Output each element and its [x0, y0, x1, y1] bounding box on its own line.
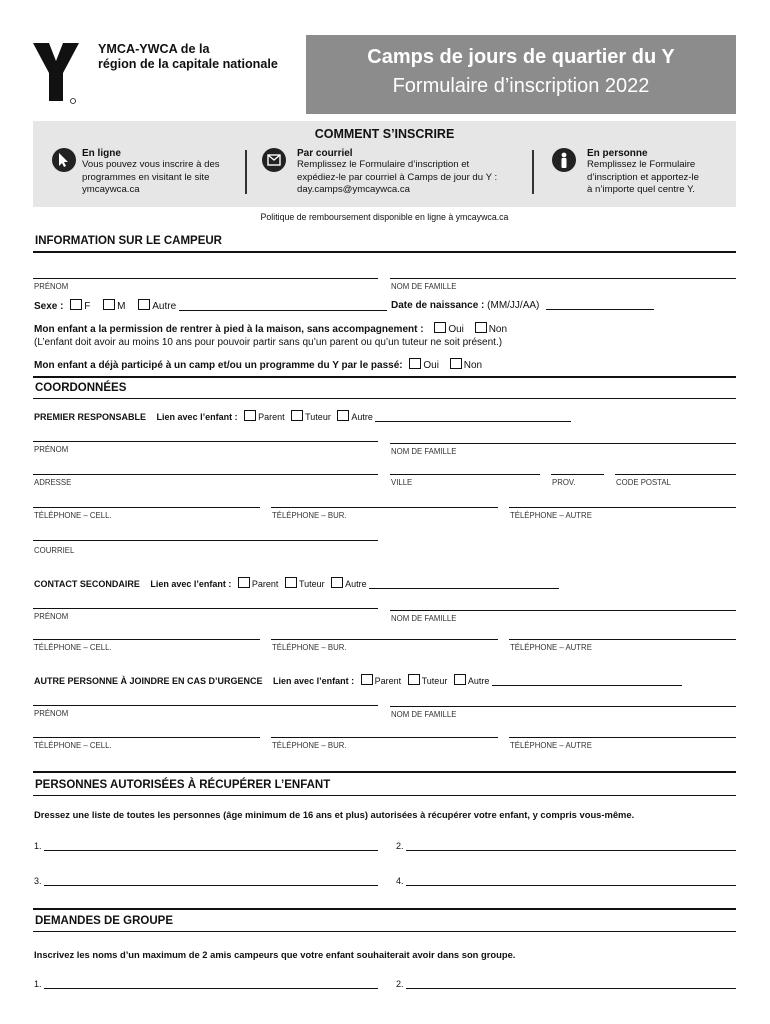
- past-participation-row: [34, 358, 482, 371]
- walk-home-question: Mon enfant a la permission de rentrer à pied à la maison, sans accompagnement :: [34, 324, 424, 335]
- section-rule: [33, 931, 736, 932]
- primary-cell-label: TÉLÉPHONE – CELL.: [34, 511, 112, 520]
- camper-last-name-field[interactable]: [390, 278, 736, 279]
- pickup-number-4: 4.: [396, 876, 404, 886]
- secondary-guardian-checkbox[interactable]: [285, 577, 297, 588]
- section-rule: [33, 771, 736, 773]
- city-label: VILLE: [391, 478, 413, 487]
- email-icon: [262, 148, 286, 172]
- primary-last-name-field[interactable]: [390, 443, 736, 444]
- sex-f-label: F: [84, 301, 91, 312]
- divider: [532, 150, 534, 194]
- camper-first-name-label: PRÉNOM: [34, 282, 69, 291]
- sex-other-field[interactable]: [179, 300, 387, 311]
- primary-work-phone-label: TÉLÉPHONE – BUR.: [272, 511, 347, 520]
- emergency-parent-checkbox[interactable]: [361, 674, 373, 685]
- walk-home-note: (L’enfant doit avoir au moins 10 ans pour pouvoir partir sans qu’un parent ou qu’un tuteur ne soit présent.): [34, 337, 503, 348]
- primary-guardian-checkbox[interactable]: [291, 410, 303, 421]
- online-option: [82, 148, 220, 197]
- groups-instruction: Inscrivez les noms d’un maximum de 2 amis campeurs que votre enfant souhaiterait avoir dans son groupe.: [34, 949, 516, 960]
- emergency-work-phone-field[interactable]: [271, 737, 498, 738]
- primary-other-checkbox[interactable]: [337, 410, 349, 421]
- primary-first-name-label: PRÉNOM: [34, 445, 69, 454]
- emergency-work-phone-label: TÉLÉPHONE – BUR.: [272, 741, 347, 750]
- section-rule: [33, 376, 736, 378]
- emergency-other-field[interactable]: [492, 675, 682, 686]
- primary-first-name-field[interactable]: [33, 441, 378, 442]
- sex-f-checkbox[interactable]: [70, 299, 82, 310]
- pickup-number-3: 3.: [34, 876, 42, 886]
- secondary-first-name-label: PRÉNOM: [34, 612, 69, 621]
- form-subtitle: Formulaire d’inscription 2022: [392, 75, 650, 97]
- primary-guardian-label: Tuteur: [305, 412, 331, 422]
- secondary-first-name-field[interactable]: [33, 608, 378, 609]
- pickup-person-4-field[interactable]: [406, 885, 736, 886]
- cursor-icon: [52, 148, 76, 172]
- camper-section-heading: INFORMATION SUR LE CAMPEUR: [35, 235, 222, 247]
- secondary-last-name-label: NOM DE FAMILLE: [391, 614, 457, 623]
- how-to-register-title: COMMENT S’INSCRIRE: [314, 127, 455, 141]
- secondary-other-phone-field[interactable]: [509, 639, 736, 640]
- secondary-other-checkbox[interactable]: [331, 577, 343, 588]
- primary-parent-checkbox[interactable]: [244, 410, 256, 421]
- email-field[interactable]: [33, 540, 378, 541]
- section-rule: [33, 251, 736, 253]
- secondary-guardian-label: Tuteur: [298, 579, 325, 589]
- primary-other-field[interactable]: [375, 411, 571, 422]
- sex-m-label: M: [117, 301, 126, 312]
- emergency-label: AUTRE PERSONNE À JOINDRE EN CAS D’URGENCE: [34, 676, 263, 686]
- contacts-section-heading: COORDONNÉES: [35, 382, 127, 394]
- secondary-work-phone-field[interactable]: [271, 639, 498, 640]
- walk-home-row: [34, 322, 507, 335]
- title-banner: [306, 35, 736, 114]
- secondary-cell-field[interactable]: [33, 639, 260, 640]
- secondary-last-name-field[interactable]: [390, 610, 736, 611]
- divider: [245, 150, 247, 194]
- address-label: ADRESSE: [34, 478, 72, 487]
- ymca-logo: [33, 43, 79, 105]
- groups-section-heading: DEMANDES DE GROUPE: [35, 915, 174, 927]
- province-field[interactable]: [551, 474, 604, 475]
- emergency-first-name-label: PRÉNOM: [34, 709, 69, 718]
- group-friend-2-field[interactable]: [406, 988, 736, 989]
- past-participation-question: Mon enfant a déjà participé à un camp et/ou un programme du Y par le passé:: [34, 360, 403, 371]
- sex-other-checkbox[interactable]: [138, 299, 150, 310]
- primary-other-phone-label: TÉLÉPHONE – AUTRE: [510, 511, 592, 520]
- primary-cell-field[interactable]: [33, 507, 260, 508]
- secondary-label: CONTACT SECONDAIRE: [34, 579, 140, 589]
- primary-label: PREMIER RESPONSABLE: [34, 412, 147, 422]
- emergency-parent-label: Parent: [374, 676, 402, 686]
- walk-no-checkbox[interactable]: [475, 322, 487, 333]
- org-line-1: YMCA-YWCA de la: [98, 42, 210, 56]
- in-person-line: Remplissez le Formulaire: [587, 159, 696, 170]
- primary-work-phone-field[interactable]: [271, 507, 498, 508]
- dob-field[interactable]: [546, 299, 654, 310]
- sex-row: [34, 299, 387, 312]
- camper-first-name-field[interactable]: [33, 278, 378, 279]
- email-option: [297, 148, 497, 197]
- past-no-label: Non: [463, 360, 483, 371]
- pickup-section-heading: PERSONNES AUTORISÉES À RÉCUPÉRER L’ENFANT: [35, 779, 331, 791]
- emergency-other-phone-field[interactable]: [509, 737, 736, 738]
- secondary-other-label: Autre: [345, 579, 367, 589]
- email-label: COURRIEL: [34, 546, 75, 555]
- secondary-relation-row: [34, 577, 559, 589]
- secondary-parent-label: Parent: [251, 579, 279, 589]
- emergency-cell-field[interactable]: [33, 737, 260, 738]
- org-name: [98, 42, 278, 72]
- primary-other-phone-field[interactable]: [509, 507, 736, 508]
- group-number-1: 1.: [34, 979, 42, 989]
- pickup-number-1: 1.: [34, 841, 42, 851]
- emergency-guardian-label: Tuteur: [421, 676, 448, 686]
- walk-yes-checkbox[interactable]: [434, 322, 446, 333]
- online-title: En ligne: [82, 148, 121, 159]
- postal-code-label: CODE POSTAL: [616, 478, 671, 487]
- email-title: Par courriel: [297, 148, 353, 159]
- primary-relation-label: Lien avec l’enfant :: [156, 412, 238, 422]
- emergency-other-label: Autre: [467, 676, 490, 686]
- address-field[interactable]: [33, 474, 378, 475]
- person-icon: [552, 148, 576, 172]
- emergency-cell-label: TÉLÉPHONE – CELL.: [34, 741, 112, 750]
- past-no-checkbox[interactable]: [450, 358, 462, 369]
- section-rule: [33, 908, 736, 910]
- emergency-relation-row: [34, 674, 682, 686]
- group-friend-1-field[interactable]: [44, 988, 378, 989]
- past-yes-checkbox[interactable]: [409, 358, 421, 369]
- org-line-2: région de la capitale nationale: [98, 57, 278, 71]
- past-yes-label: Oui: [423, 360, 439, 371]
- in-person-option: [587, 148, 699, 197]
- sex-label: Sexe :: [34, 301, 64, 312]
- email-line: expédiez-le par courriel à Camps de jour du Y :: [297, 171, 498, 183]
- in-person-line: à n’importe quel centre Y.: [587, 184, 695, 196]
- sex-m-checkbox[interactable]: [103, 299, 115, 310]
- dob-format: (MM/JJ/AA): [487, 300, 540, 311]
- camper-last-name-label: NOM DE FAMILLE: [391, 282, 457, 291]
- secondary-other-field[interactable]: [369, 578, 559, 589]
- section-rule: [33, 795, 736, 796]
- emergency-first-name-field[interactable]: [33, 705, 378, 706]
- email-address-link[interactable]: day.camps@ymcaywca.ca: [297, 184, 410, 196]
- primary-other-label: Autre: [351, 412, 373, 422]
- group-number-2: 2.: [396, 979, 404, 989]
- city-field[interactable]: [390, 474, 540, 475]
- sex-other-label: Autre: [152, 301, 177, 312]
- primary-relation-row: [34, 410, 571, 422]
- secondary-other-phone-label: TÉLÉPHONE – AUTRE: [510, 643, 592, 652]
- pickup-instruction: Dressez une liste de toutes les personnes (âge minimum de 16 ans et plus) autorisées à récupérer votre enfant, y compris vous-même.: [34, 809, 635, 820]
- secondary-relation-label: Lien avec l’enfant :: [150, 579, 232, 589]
- walk-yes-label: Oui: [448, 324, 464, 335]
- pickup-person-1-field[interactable]: [44, 850, 378, 851]
- emergency-last-name-label: NOM DE FAMILLE: [391, 710, 457, 719]
- walk-no-label: Non: [488, 324, 508, 335]
- online-line: Vous pouvez vous inscrire à des: [82, 159, 220, 170]
- primary-parent-label: Parent: [258, 412, 285, 422]
- emergency-guardian-checkbox[interactable]: [408, 674, 420, 685]
- postal-code-field[interactable]: [615, 474, 736, 475]
- pickup-number-2: 2.: [396, 841, 404, 851]
- pickup-person-2-field[interactable]: [406, 850, 736, 851]
- emergency-last-name-field[interactable]: [390, 706, 736, 707]
- secondary-work-phone-label: TÉLÉPHONE – BUR.: [272, 643, 347, 652]
- in-person-title: En personne: [587, 148, 648, 159]
- online-link[interactable]: ymcaywca.ca: [82, 184, 140, 196]
- refund-policy: Politique de remboursement disponible en ligne à ymcaywca.ca: [260, 212, 509, 222]
- secondary-parent-checkbox[interactable]: [238, 577, 250, 588]
- emergency-relation-label: Lien avec l’enfant :: [273, 676, 355, 686]
- section-rule: [33, 398, 736, 399]
- email-line: Remplissez le Formulaire d’inscription et: [297, 159, 470, 170]
- primary-last-name-label: NOM DE FAMILLE: [391, 447, 457, 456]
- secondary-cell-label: TÉLÉPHONE – CELL.: [34, 643, 112, 652]
- emergency-other-checkbox[interactable]: [454, 674, 466, 685]
- province-label: PROV.: [552, 478, 576, 487]
- form-title: Camps de jours de quartier du Y: [367, 46, 675, 68]
- pickup-person-3-field[interactable]: [44, 885, 378, 886]
- online-line: programmes en visitant le site: [82, 171, 210, 183]
- dob-row: [391, 299, 654, 311]
- in-person-line: d’inscription et apportez-le: [587, 171, 699, 183]
- emergency-other-phone-label: TÉLÉPHONE – AUTRE: [510, 741, 592, 750]
- dob-label: Date de naissance :: [391, 300, 485, 311]
